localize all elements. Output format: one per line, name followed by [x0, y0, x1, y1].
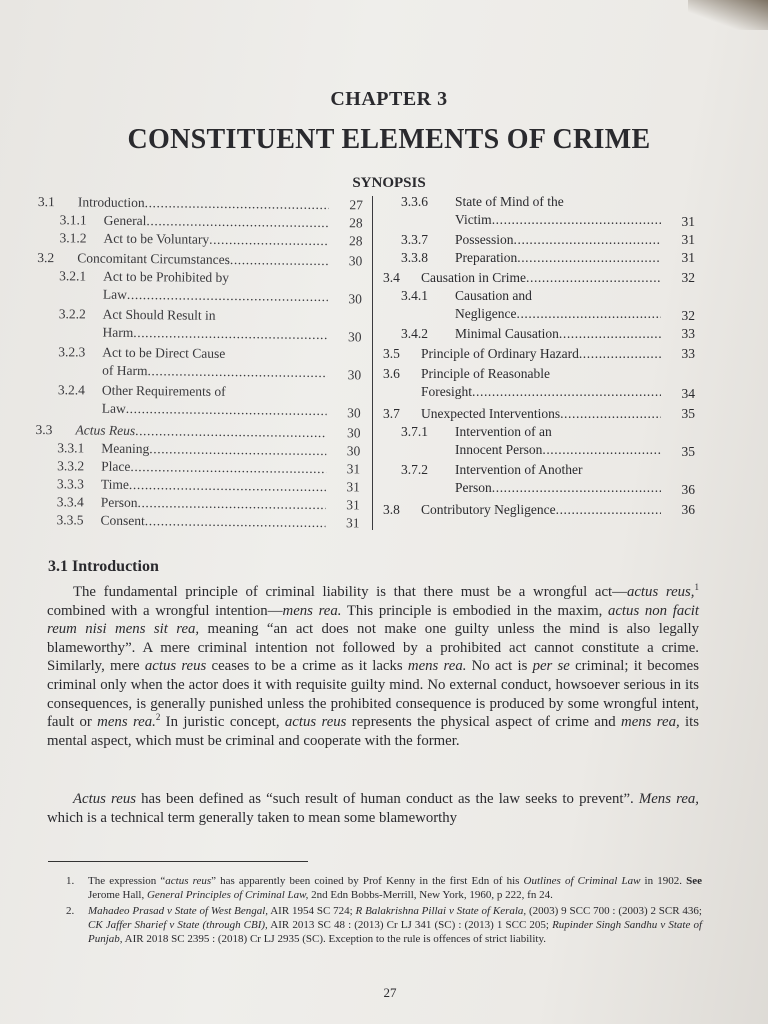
italic-term: actus reus: [144, 658, 207, 675]
synopsis-entry: [383, 501, 695, 519]
synopsis-entry-title-line2: [102, 400, 327, 420]
synopsis-entry-title-line: [100, 512, 325, 532]
synopsis-entry-title-line: [103, 230, 328, 250]
synopsis-entry-title: Time: [100, 476, 130, 492]
synopsis-entry-page: 31: [346, 479, 361, 495]
text-run: AIR 2018 SC 2395 : (2018) Cr LJ 2935 (SC). Exception to the rule is offences of strict liability.: [122, 933, 546, 946]
synopsis-entry-title: Concomitant Circumstances: [77, 250, 230, 268]
synopsis-entry-title-wrap: [104, 212, 329, 232]
text-run: combined with a wrongful intention—: [47, 602, 283, 619]
text-run: has been defined as “such result of human conduct as the law seeks to prevent”.: [135, 791, 639, 807]
synopsis-entry: [383, 345, 695, 363]
footnote-ref: 1: [694, 582, 699, 592]
synopsis-entry-page: 28: [348, 233, 363, 249]
synopsis-entry-title: Person: [100, 494, 138, 511]
synopsis-entry-title-line2: [455, 441, 661, 459]
synopsis-entry-title-cont: Law: [102, 286, 128, 302]
italic-term: per se: [532, 658, 570, 675]
leader-dots: [127, 286, 328, 306]
italic-term: mens rea,: [621, 714, 680, 731]
synopsis-entry-number: 3.1.1: [59, 212, 87, 228]
synopsis-entry-page: 30: [348, 291, 362, 307]
synopsis-entry-title-cont: Negligence: [455, 306, 517, 321]
synopsis-entry-page: 31: [346, 497, 360, 513]
synopsis-entry-title-cont: Foresight: [421, 384, 473, 399]
synopsis-entry-number: 3.4.2: [401, 326, 428, 341]
synopsis-entry-page: 31: [345, 515, 360, 531]
footnote-ref: 2: [155, 712, 161, 723]
synopsis-entry-title: Causation and: [455, 288, 532, 303]
leader-dots: [209, 231, 329, 250]
synopsis-entry-title-wrap: [101, 494, 326, 514]
footnote-number: 1.: [66, 875, 75, 887]
page-number: 27: [383, 985, 397, 1000]
synopsis-entry-title: Principle of Reasonable: [421, 366, 550, 381]
synopsis-entry: [383, 249, 695, 267]
synopsis-entry: [34, 511, 359, 532]
synopsis-entry-number: 3.1: [37, 193, 55, 210]
synopsis-entry-page: 32: [681, 270, 695, 285]
synopsis-entry-title-line: [101, 440, 326, 460]
synopsis-entry-page: 33: [681, 346, 695, 361]
text-run: meaning “an act does not make one guilty unless the mind is also legally blameworthy”. A mere criminal intention not followed by a prohibited act cannot constitute a crime. Similarly, mere: [47, 621, 699, 675]
synopsis-entry-number: 3.3.1: [57, 440, 85, 456]
synopsis-entry-number: 3.2.4: [57, 382, 86, 398]
synopsis-entry-title-line2: [102, 324, 327, 344]
synopsis-entry-title: Possession: [455, 232, 514, 247]
italic-term: R Balakrishna Pillai v State of Kerala,: [355, 904, 527, 917]
synopsis-entry-title-cont: Innocent Person: [455, 442, 543, 457]
leader-dots: [556, 501, 661, 519]
leader-dots: [542, 441, 661, 459]
text-run: AIR 2013 SC 48 : (2013) Cr LJ 341 (SC) : (2013) 1 SCC 205;: [267, 918, 553, 931]
synopsis-entry-title-wrap: [455, 231, 661, 249]
italic-term: actus reus: [165, 875, 212, 887]
footnote-number: 2.: [66, 904, 75, 917]
synopsis-entry-number: 3.3.8: [401, 250, 428, 265]
synopsis-entry-number: 3.2.3: [58, 344, 86, 360]
leader-dots: [517, 249, 661, 267]
leader-dots: [492, 211, 661, 229]
synopsis-entry: [383, 423, 695, 461]
synopsis-entry-page: 33: [681, 326, 695, 341]
synopsis-entry-title: Unexpected Interventions: [421, 406, 561, 421]
synopsis-entry-page: 27: [349, 197, 363, 213]
synopsis-entry-title: State of Mind of the: [455, 194, 564, 209]
synopsis-entry-title-line2: [102, 362, 327, 382]
synopsis-entry-page: 34: [681, 386, 695, 401]
synopsis-entry-title-line: [421, 269, 661, 287]
synopsis-entry-title-line2: [455, 479, 661, 497]
synopsis-entry-page: 30: [346, 443, 361, 459]
italic-term: mens rea.: [282, 602, 342, 619]
synopsis-entry: [37, 267, 362, 308]
synopsis-entry: [36, 305, 361, 346]
footnote-1: [66, 874, 702, 903]
section-heading: 3.1 Introduction: [48, 558, 159, 575]
synopsis-entry-title-wrap: [103, 268, 328, 306]
synopsis-entry: [383, 231, 695, 249]
synopsis-entry-title-cont: Law: [101, 400, 126, 416]
leader-dots: [149, 440, 326, 460]
synopsis-entry: [383, 461, 695, 499]
synopsis-entry-title-line: [455, 249, 661, 267]
bold-term: See: [686, 875, 702, 887]
synopsis-heading: SYNOPSIS: [352, 175, 426, 191]
synopsis-entry-title: Minimal Causation: [455, 326, 559, 341]
synopsis-entry-page: 30: [347, 329, 362, 345]
text-run: ” has apparently been coined by Prof Kenny in the first Edn of his: [211, 875, 524, 887]
italic-term: Mens rea,: [638, 791, 699, 807]
leader-dots: [130, 458, 326, 478]
leader-dots: [492, 479, 661, 497]
text-run: The fundamental principle of criminal liability is that there must be a wrongful act—: [73, 584, 627, 600]
chapter-label: CHAPTER 3: [330, 88, 448, 110]
text-run: ceases to be a crime as it lacks: [206, 658, 408, 675]
leader-dots: [514, 231, 661, 249]
synopsis-entry: [383, 325, 695, 343]
synopsis-entry: [383, 287, 695, 325]
synopsis-entry-title: Consent: [100, 512, 145, 529]
synopsis-entry-title: Place: [101, 458, 131, 474]
synopsis-entry-number: 3.3.7: [401, 232, 428, 247]
synopsis-entry-title-wrap: [102, 344, 327, 382]
synopsis-entry-number: 3.1.2: [59, 230, 87, 246]
text-run: criminal; it becomes criminal only when the actor does it with requisite guilty mind. No external conduct, howsoever serious in its consequences, is generally punished unless the prohibited consequence is produced by some wrongful intent, fault or: [47, 658, 699, 731]
synopsis-entry-title-line: [421, 345, 661, 363]
text-run: This principle is embodied in the maxim,: [341, 602, 608, 619]
synopsis-entry-number: 3.2.2: [58, 306, 86, 322]
synopsis-entry-number: 3.2.1: [59, 268, 87, 284]
synopsis-entry-number: 3.7: [383, 406, 400, 421]
synopsis-entry-page: 30: [346, 425, 361, 441]
italic-term: Mahadeo Prasad v State of West Bengal,: [88, 904, 269, 917]
italic-term: actus reus,: [626, 584, 695, 600]
text-run: Jerome Hall,: [88, 889, 147, 902]
synopsis-entry-title-line2: [455, 305, 661, 323]
italic-term: actus non facit reum nisi mens sit rea,: [47, 602, 700, 638]
leader-dots: [137, 494, 325, 514]
synopsis-entry-number: 3.7.1: [401, 424, 428, 439]
synopsis-entry-title-line: [104, 212, 329, 232]
leader-dots: [126, 400, 327, 420]
leader-dots: [133, 324, 327, 344]
synopsis-entry: [383, 405, 695, 423]
synopsis-entry-title-wrap: [101, 476, 326, 496]
synopsis-entry-title: Introduction: [77, 194, 145, 211]
synopsis-entry-title-wrap: [421, 365, 661, 401]
synopsis-entry-title: Act to be Direct Cause: [102, 344, 226, 361]
leader-dots: [526, 269, 661, 287]
synopsis-entry-title: Principle of Ordinary Hazard: [421, 346, 579, 361]
synopsis-entry-title-wrap: [455, 249, 661, 267]
synopsis-entry-page: 31: [346, 461, 361, 477]
synopsis-entry-title-wrap: [421, 345, 661, 363]
synopsis-entry-page: 30: [347, 405, 361, 421]
synopsis-entry-number: 3.3.6: [401, 194, 428, 209]
text-run: 2nd Edn Bobbs-Merrill, New York, 1960, p 222, fn 24.: [308, 889, 553, 902]
synopsis-entry-title-line: [101, 476, 326, 496]
synopsis-entry-page: 31: [681, 214, 695, 229]
leader-dots: [145, 512, 326, 532]
text-run: its mental aspect, which must be criminal and cooperate with the former.: [47, 714, 700, 749]
synopsis-entry-title-cont: Harm: [102, 324, 134, 341]
leader-dots: [146, 212, 328, 232]
synopsis-entry-page: 36: [681, 482, 695, 497]
synopsis-entry-title-line: [101, 458, 326, 478]
synopsis-entry-page: 32: [681, 308, 695, 323]
text-run: In juristic concept,: [160, 714, 285, 731]
synopsis-entry-title: General: [103, 212, 147, 229]
footnote-2: [66, 904, 702, 947]
synopsis-entry-page: 30: [348, 253, 363, 269]
synopsis-entry-title-wrap: [100, 512, 325, 532]
synopsis-entry-title-wrap: [455, 461, 661, 497]
synopsis-entry-title: Act to be Prohibited by: [103, 268, 230, 286]
italic-term: CK Jaffer Sharief v State (through CBI),: [88, 918, 268, 931]
leader-dots: [516, 305, 661, 323]
synopsis-entry: [37, 229, 362, 250]
italic-term: Actus reus: [73, 791, 136, 807]
synopsis-entry-number: 3.8: [383, 502, 400, 517]
synopsis-left-column: [34, 193, 363, 532]
synopsis-entry-title-wrap: [421, 269, 661, 287]
synopsis-entry-title: Meaning: [101, 440, 150, 457]
synopsis-entry-title-line: [455, 231, 661, 249]
italic-term: Rupinder Singh Sandhu v State of Punjab,: [88, 918, 702, 946]
synopsis-entry-title-line2: [421, 383, 661, 401]
synopsis-entry: [383, 193, 695, 231]
synopsis-entry-title-wrap: [102, 306, 327, 344]
leader-dots: [147, 362, 327, 382]
synopsis-entry: [383, 269, 695, 287]
synopsis-entry-title-line: [455, 325, 661, 343]
synopsis-entry-title: Causation in Crime: [421, 270, 526, 285]
text-run: No act is: [466, 658, 533, 675]
synopsis-entry-number: 3.3.3: [56, 476, 85, 492]
synopsis-entry-number: 3.7.2: [401, 462, 428, 477]
leader-dots: [230, 251, 329, 270]
synopsis-entry-page: 35: [681, 444, 695, 459]
synopsis-entry-number: 3.3.2: [57, 458, 85, 474]
synopsis-entry-title: Act Should Result in: [102, 306, 216, 323]
italic-term: mens rea.: [97, 714, 156, 731]
synopsis-entry-title: Preparation: [455, 250, 518, 265]
synopsis-entry-title-wrap: [421, 405, 661, 423]
synopsis-entry-title: Other Requirements of: [101, 382, 226, 399]
footnotes: [66, 874, 702, 947]
synopsis-entry-number: 3.5: [383, 346, 400, 361]
synopsis-divider: [372, 196, 373, 530]
synopsis-entry-title-cont: Person: [455, 480, 492, 495]
synopsis-entry-number: 3.4.1: [401, 288, 428, 303]
synopsis-entry-number: 3.6: [383, 366, 400, 381]
synopsis-entry-title-wrap: [101, 440, 326, 460]
text-run: AIR 1954 SC 724;: [268, 904, 356, 917]
synopsis-entry-title-wrap: [455, 423, 661, 459]
synopsis-entry: [36, 343, 361, 384]
text-run: in 1902.: [640, 875, 687, 887]
synopsis-entry-title-wrap: [101, 458, 326, 478]
synopsis-entry-title-line2: [455, 211, 661, 229]
synopsis-entry-title: Actus Reus: [75, 422, 136, 439]
synopsis-entry: [36, 381, 361, 422]
synopsis-entry-title-line: [421, 405, 661, 423]
body-paragraph-1: [47, 583, 699, 750]
synopsis-entry-number: 3.3.5: [56, 512, 84, 528]
synopsis-entry-title-line: [421, 501, 661, 519]
leader-dots: [560, 405, 661, 423]
synopsis-entry-title: Intervention of Another: [455, 462, 583, 477]
synopsis-entry-title: Contributory Negligence: [421, 502, 556, 517]
synopsis-entry-title-line2: [103, 286, 328, 306]
italic-term: actus reus: [284, 714, 347, 731]
leader-dots: [559, 325, 661, 343]
synopsis-entry-page: 36: [681, 502, 695, 517]
text-run: The expression “: [88, 875, 166, 887]
synopsis-entry-title-cont: of Harm: [102, 362, 148, 379]
italic-term: Outlines of Criminal Law: [523, 875, 641, 887]
synopsis-entry: [383, 365, 695, 403]
synopsis-entry-number: 3.4: [383, 270, 400, 285]
synopsis-right-column: [383, 193, 695, 519]
synopsis-entry-title-wrap: [103, 230, 328, 250]
body-paragraph-2: [47, 790, 699, 827]
chapter-title: CONSTITUENT ELEMENTS OF CRIME: [127, 124, 651, 155]
page-corner-shadow: [688, 0, 768, 30]
synopsis-entry-page: 35: [681, 406, 695, 421]
synopsis-entry-title-wrap: [421, 501, 661, 519]
synopsis-entry-page: 28: [349, 215, 363, 231]
synopsis-entry-number: 3.3.4: [56, 494, 84, 510]
synopsis-entry-number: 3.3: [35, 421, 53, 438]
synopsis-entry-page: 30: [347, 367, 362, 383]
text-run: (2003) 9 SCC 700 : (2003) 2 SCR 436;: [526, 904, 702, 917]
synopsis-entry-title-line: [101, 494, 326, 514]
synopsis-entry-title-wrap: [455, 325, 661, 343]
text-run: represents the physical aspect of crime and: [346, 714, 622, 731]
synopsis-entry-title-wrap: [455, 287, 661, 323]
synopsis-entry-title: Intervention of an: [455, 424, 552, 439]
synopsis-entry-page: 31: [681, 250, 695, 265]
synopsis-entry-title-cont: Victim: [455, 212, 492, 227]
synopsis-entry-number: 3.2: [37, 249, 55, 266]
leader-dots: [129, 476, 326, 496]
leader-dots: [579, 345, 661, 363]
leader-dots: [135, 422, 327, 442]
italic-term: General Principles of Criminal Law,: [146, 889, 309, 902]
leader-dots: [145, 194, 329, 214]
leader-dots: [472, 383, 661, 401]
italic-term: mens rea.: [407, 658, 467, 675]
synopsis-entry-page: 31: [681, 232, 695, 247]
text-run: which is a technical term generally taken to mean some blameworthy: [47, 809, 458, 826]
synopsis-entry-title-wrap: [102, 382, 327, 420]
synopsis-entry-title: Act to be Voluntary: [103, 230, 210, 247]
synopsis-entry-title-wrap: [455, 193, 661, 229]
footnote-rule: [48, 861, 308, 862]
